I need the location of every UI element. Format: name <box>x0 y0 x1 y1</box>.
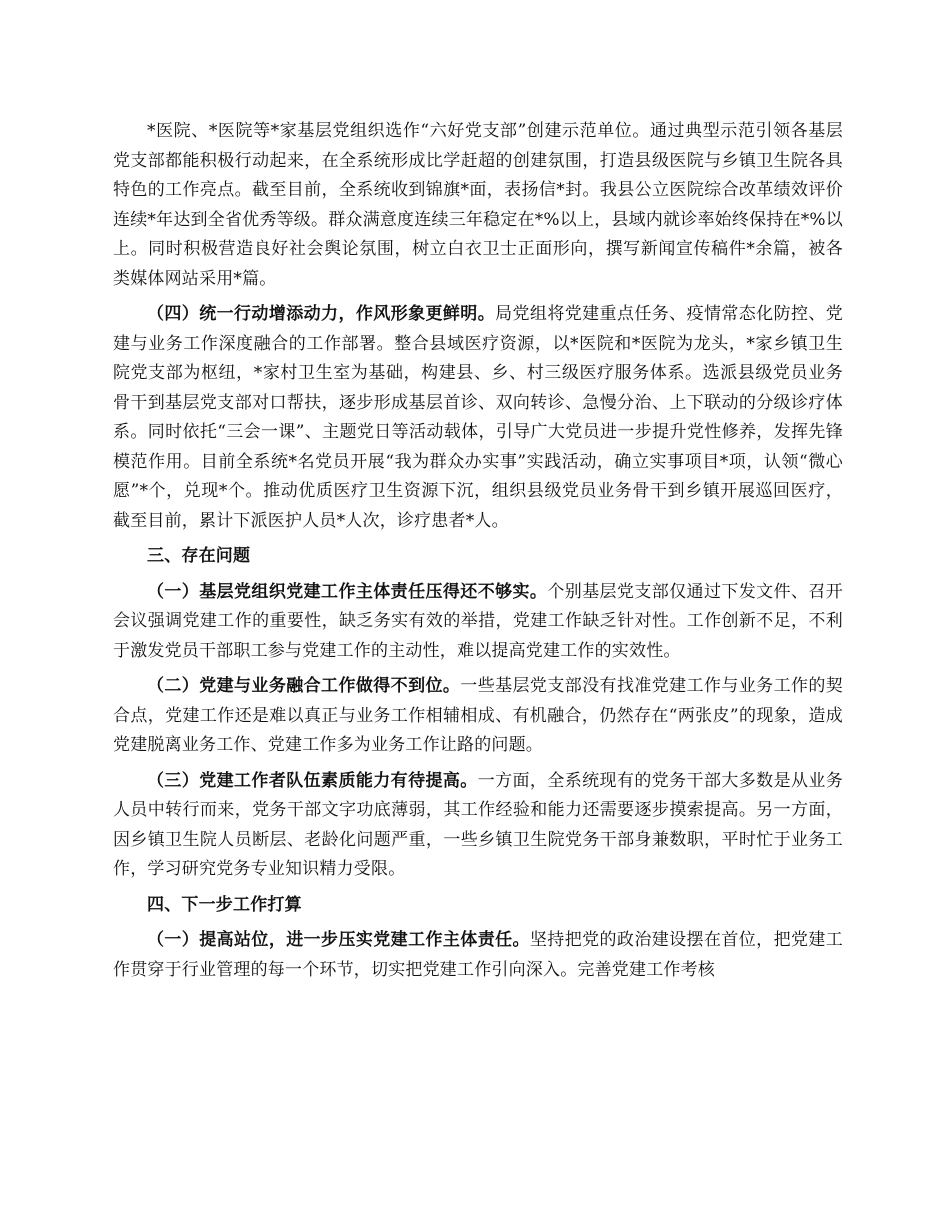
paragraph-lead: （二）党建与业务融合工作做得不到位。 <box>147 676 461 696</box>
heading-text: 三、存在问题 <box>147 546 251 566</box>
section-heading-problems <box>113 542 843 572</box>
document-body <box>113 117 843 991</box>
paragraph-plan-1 <box>113 926 843 985</box>
paragraph-lead: （三）党建工作者队伍素质能力有待提高。 <box>147 770 478 791</box>
paragraph-text: 个别基层党支部仅通过下发文件、召开会议强调党建工作的重要性，缺乏务实有效的举措，党建工作缺乏针对性。工作创新不足，不利于激发党员干部职工参与党建工作的主动性，难以提高党建工作的实效性。 <box>113 581 843 661</box>
paragraph-text: 坚持把党的政治建设摆在首位，把党建工作贯穿于行业管理的每一个环节，切实把党建工作引向深入。完善党建工作考核 <box>113 930 843 980</box>
paragraph-model-units <box>113 117 843 294</box>
paragraph-lead: （一）基层党组织党建工作主体责任压得还不够实。 <box>147 581 548 602</box>
paragraph-lead: （四）统一行动增添动力，作风形象更鲜明。 <box>147 304 496 324</box>
paragraph-lead: （一）提高站位，进一步压实党建工作主体责任。 <box>147 930 530 950</box>
paragraph-problem-3 <box>113 767 843 885</box>
paragraph-unified-action <box>113 300 843 536</box>
heading-text: 四、下一步工作打算 <box>147 894 302 915</box>
paragraph-problem-1 <box>113 578 843 667</box>
paragraph-text: 局党组将党建重点任务、疫情常态化防控、党建与业务工作深度融合的工作部署。整合县域医疗资源，以*医院和*医院为龙头，*家乡镇卫生院党支部为枢纽，*家村卫生室为基础，构建县、乡、村三级医疗服务体系。选派县级党员业务骨干到基层党支部对口帮扶，逐步形成基层首诊、双向转诊、急慢分治、上下联动的分级诊疗体系。同时依托“三会一课”、主题党日等活动载体，引导广大党员进一步提升党性修养，发挥先锋模范作用。目前全系统*名党员开展“我为群众办实事”实践活动，确立实事项目*项，认领“微心愿”*个，兑现*个。推动优质医疗卫生资源下沉，组织县级党员业务骨干到乡镇开展巡回医疗，截至目前，累计下派医护人员*人次，诊疗患者*人。 <box>113 304 844 531</box>
paragraph-text: *医院、*医院等*家基层党组织选作“六好党支部”创建示范单位。通过典型示范引领各基层党支部都能积极行动起来，在全系统形成比学赶超的创建氛围，打造县级医院与乡镇卫生院各具特色的工作亮点。截至目前，全系统收到锦旗*面，表扬信*封。我县公立医院综合改革绩效评价连续*年达到全省优秀等级。群众满意度连续三年稳定在*%以上，县域内就诊率始终保持在*%以上。同时积极营造良好社会舆论氛围，树立白衣卫士正面形向，撰写新闻宣传稿件*余篇，被各类媒体网站采用*篇。 <box>113 121 843 289</box>
paragraph-text: 一方面，全系统现有的党务干部大多数是从业务人员中转行而来，党务干部文字功底薄弱，其工作经验和能力还需要逐步摸索提高。另一方面，因乡镇卫生院人员断层、老龄化问题严重，一些乡镇卫生院党务干部身兼数职，平时忙于业务工作，学习研究党务专业知识精力受限。 <box>113 770 843 879</box>
paragraph-problem-2 <box>113 672 843 761</box>
section-heading-next-steps <box>113 891 843 921</box>
paragraph-text: 一些基层党支部没有找准党建工作与业务工作的契合点，党建工作还是难以真正与业务工作相辅相成、有机融合，仍然存在“两张皮”的现象，造成党建脱离业务工作、党建工作多为业务工作让路的问题。 <box>113 676 843 755</box>
